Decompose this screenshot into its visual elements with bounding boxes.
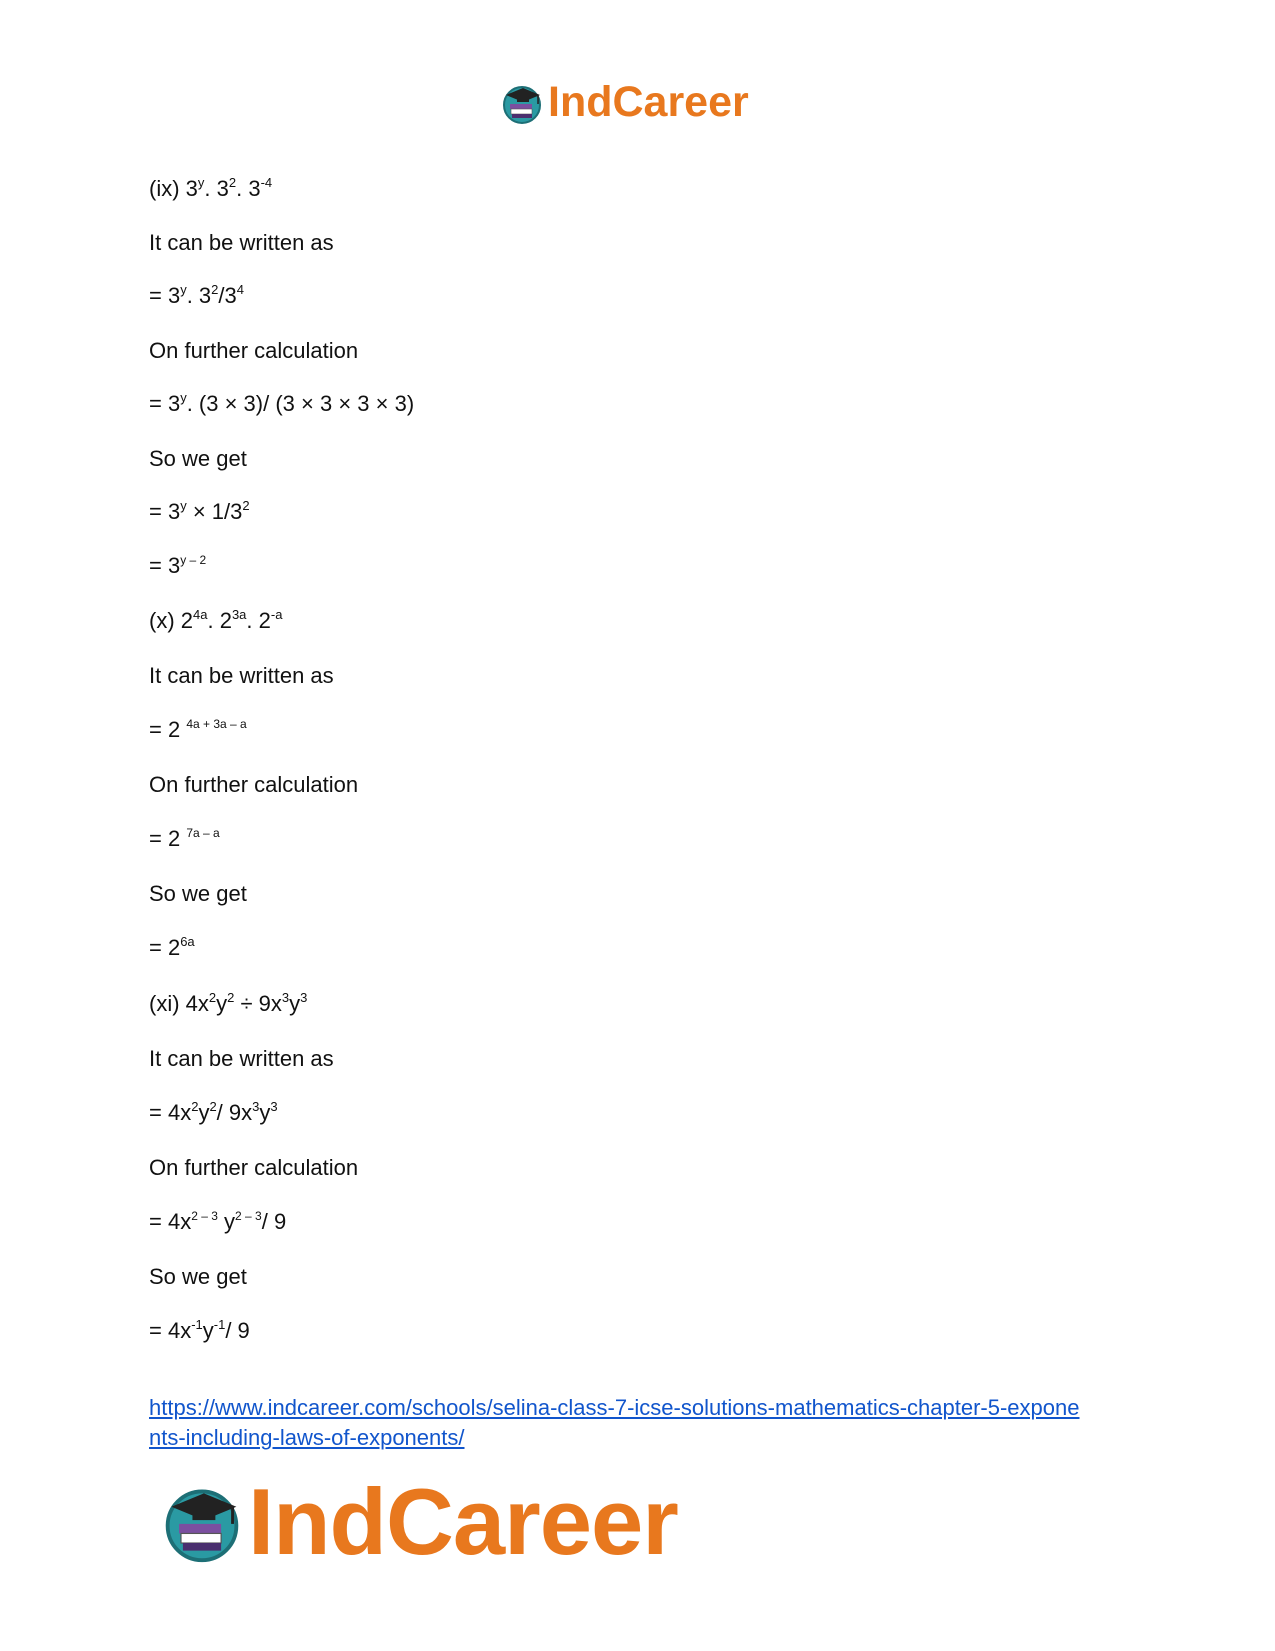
step-text: It can be written as	[149, 230, 334, 255]
answer-line: = $2^{6a}$	[149, 934, 195, 960]
equation-line: = $4x^{2 - 3}$ $y^{2 - 3}/$ 9	[149, 1209, 287, 1234]
step-text: So we get	[149, 446, 247, 471]
graduation-cap-books-globe-icon	[500, 82, 544, 124]
source-link-line-1[interactable]: https://www.indcareer.com/schools/selina-class-7-icse-solutions-mathematics-chapter-5-expone	[149, 1395, 1080, 1420]
step-text: So we get	[149, 1264, 247, 1289]
equation-line: = 2 $^{4a + 3a - a}$	[149, 717, 247, 742]
equation-line: = $3^y \times 1/3^2$	[149, 498, 250, 524]
question-xi: (xi) $4x^2y^2 \div 9x^3y^3$	[149, 990, 308, 1016]
question-x: (x) $2^{4a}$. $2^{3a}$. $2^{-a}$	[149, 607, 283, 633]
equation-line: = $3^y$. $3^2/3^4$	[149, 282, 244, 308]
footer-logo-text: IndCareer	[248, 1469, 678, 1574]
step-text: So we get	[149, 881, 247, 906]
step-text: It can be written as	[149, 1046, 334, 1071]
answer-line: = $3^{y - 2}$	[149, 553, 207, 578]
source-link[interactable]	[149, 1393, 1149, 1453]
equation-line: = 2 $^{7a - a}$	[149, 826, 220, 851]
source-link-line-2[interactable]: nts-including-laws-of-exponents/	[149, 1425, 465, 1450]
step-text: On further calculation	[149, 772, 359, 797]
equation-line: = $3^y$. (3 × 3)/ (3 × 3 × 3 × 3)	[149, 390, 415, 416]
question-ix: (ix) 3$^y$. $3^2$. $3^{-4}$	[149, 175, 273, 201]
graduation-cap-books-globe-icon	[160, 1481, 244, 1563]
step-text: On further calculation	[149, 1155, 359, 1180]
footer-logo	[160, 1468, 678, 1576]
equation-line: = $4x^2y^2/$ $9x^3y^3$	[149, 1099, 278, 1125]
step-text: It can be written as	[149, 663, 334, 688]
answer-line: = $4x^{-1}y^{-1}/$ 9	[149, 1317, 250, 1343]
header-logo-text: IndCareer	[548, 78, 749, 126]
step-text: On further calculation	[149, 338, 359, 363]
header-logo	[500, 78, 749, 127]
